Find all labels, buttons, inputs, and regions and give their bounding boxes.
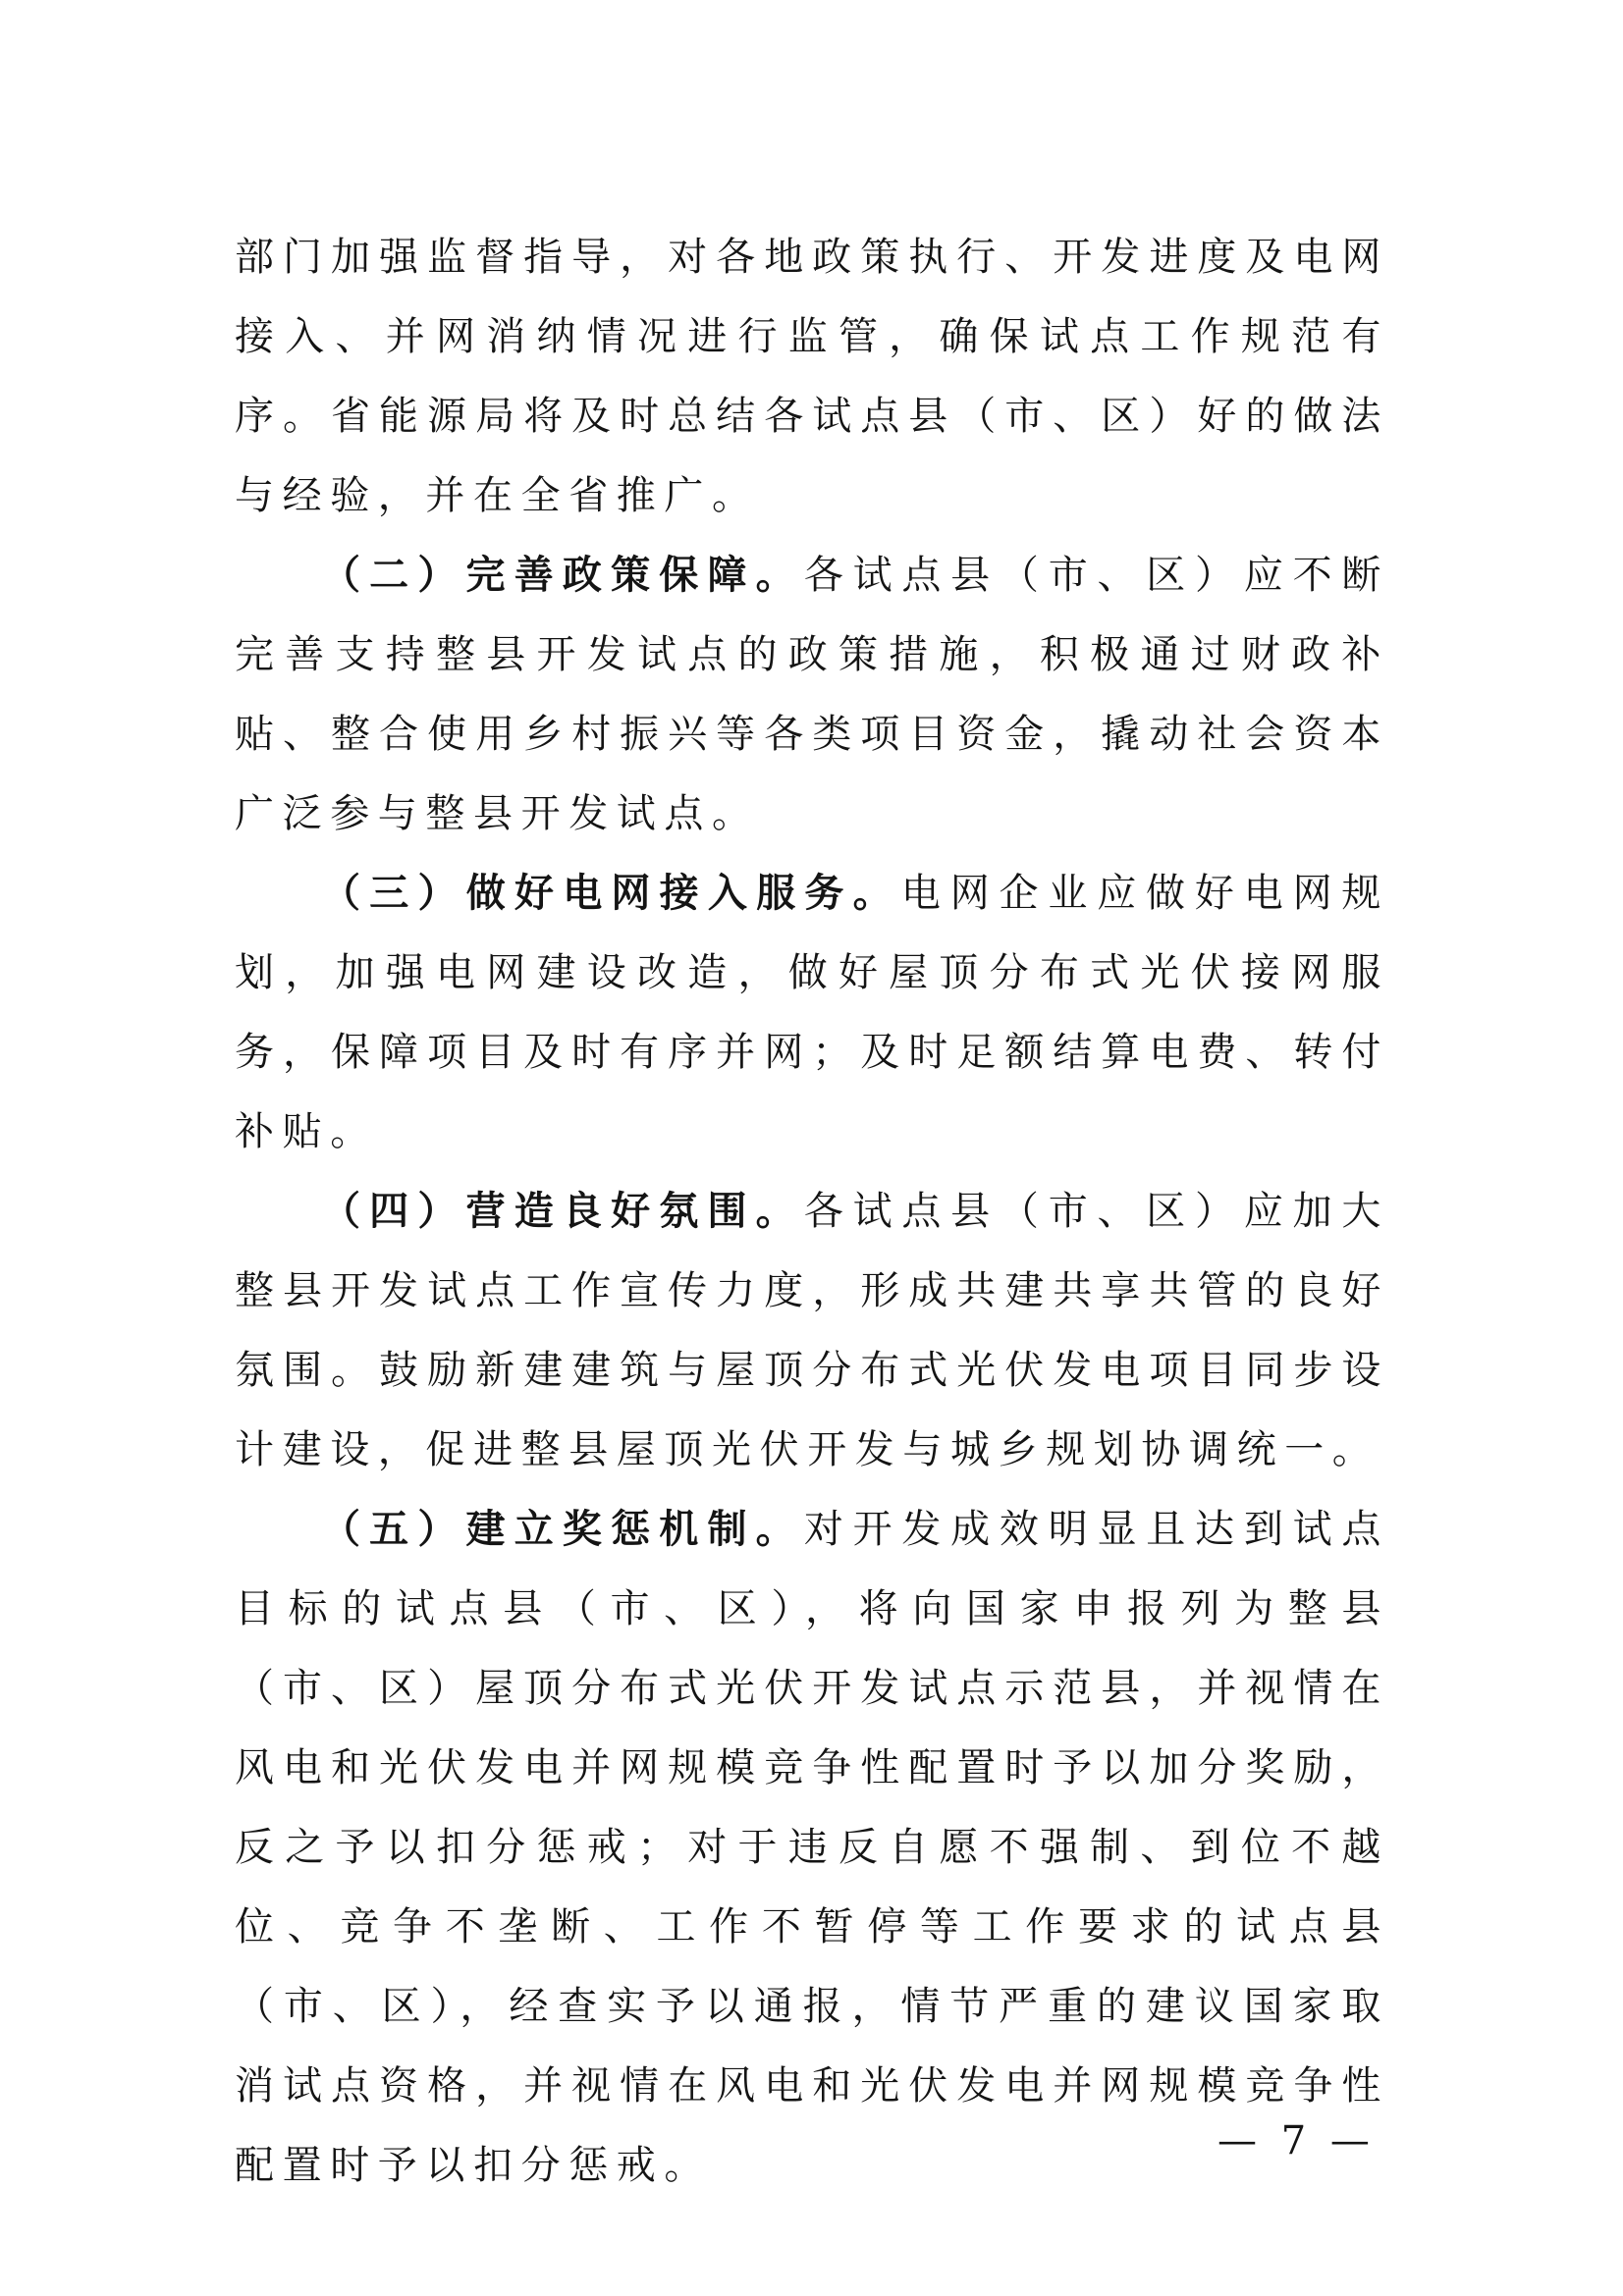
paragraph-text: 各试点县（市、区）应不断完善支持整县开发试点的政策措施，积极通过财政补贴、整合使用乡村振兴等各类项目资金，撬动社会资本广泛参与整县开发试点。 <box>235 553 1390 836</box>
paragraph-grid-service <box>235 854 1389 1172</box>
paragraph-atmosphere <box>235 1172 1389 1490</box>
paragraph-continuation <box>235 218 1389 536</box>
section-heading: （四）营造良好氛围。 <box>321 1189 804 1234</box>
paragraph-text: 各试点县（市、区）应加大整县开发试点工作宣传力度，形成共建共享共管的良好氛围。鼓励新建建筑与屋顶分布式光伏发电项目同步设计建设，促进整县屋顶光伏开发与城乡规划协调统一。 <box>235 1189 1390 1472</box>
page-number: — 7 — <box>1217 2118 1376 2163</box>
section-heading: （五）建立奖惩机制。 <box>321 1507 804 1552</box>
paragraph-policy-support <box>235 536 1389 854</box>
section-heading: （三）做好电网接入服务。 <box>321 871 901 916</box>
paragraph-reward-penalty <box>235 1490 1389 2206</box>
paragraph-text: 对开发成效明显且达到试点目标的试点县（市、区），将向国家申报列为整县（市、区）屋顶分布式光伏开发试点示范县，并视情在风电和光伏发电并网规模竞争性配置时予以加分奖励，反之予以扣分惩戒；对于违反自愿不强制、到位不越位、竞争不垄断、工作不暂停等工作要求的试点县（市、区），经查实予以通报，情节严重的建议国家取消试点资格，并视情在风电和光伏发电并网规模竞争性配置时予以扣分惩戒。 <box>235 1507 1390 2188</box>
paragraph-text: 电网企业应做好电网规划，加强电网建设改造，做好屋顶分布式光伏接网服务，保障项目及时有序并网；及时足额结算电费、转付补贴。 <box>235 871 1390 1154</box>
document-body <box>235 218 1389 2206</box>
paragraph-text: 部门加强监督指导，对各地政策执行、开发进度及电网接入、并网消纳情况进行监管，确保试点工作规范有序。省能源局将及时总结各试点县（市、区）好的做法与经验，并在全省推广。 <box>235 235 1389 518</box>
section-heading: （二）完善政策保障。 <box>321 553 804 598</box>
